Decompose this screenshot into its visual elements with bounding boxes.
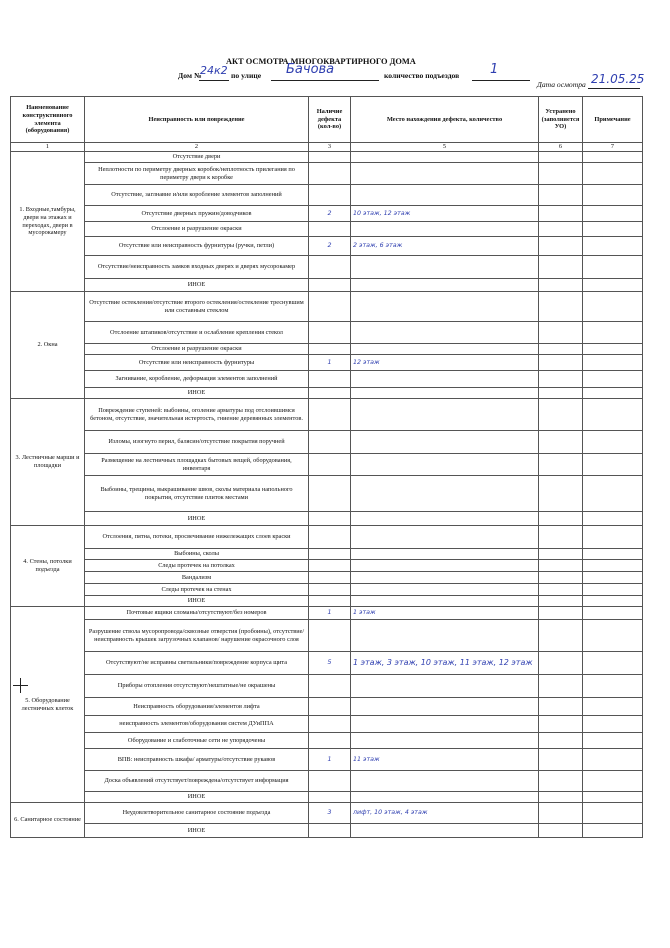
fixed-cell xyxy=(539,549,583,560)
col-number: 2 xyxy=(85,143,309,152)
table-row xyxy=(11,476,643,512)
note-cell xyxy=(583,572,643,584)
count-cell xyxy=(309,596,351,607)
table-row xyxy=(11,560,643,572)
note-cell xyxy=(583,163,643,185)
location-cell xyxy=(351,526,539,549)
house-number: 24к2 xyxy=(200,64,228,77)
count-cell xyxy=(309,675,351,698)
defect-cell: Приборы отопления отсутствуют/нештатные/не окрашены xyxy=(85,675,309,698)
fixed-cell xyxy=(539,322,583,344)
fixed-cell xyxy=(539,237,583,256)
table-row xyxy=(11,572,643,584)
date-value: 21.05.25 xyxy=(591,72,645,86)
table-row xyxy=(11,292,643,322)
defect-cell: ИНОЕ xyxy=(85,279,309,292)
table-row xyxy=(11,206,643,222)
table-row xyxy=(11,675,643,698)
count-cell xyxy=(309,152,351,163)
count-cell xyxy=(309,584,351,596)
defect-cell: Отслоение штапиков/отсутствие и ослабление крепления стекол xyxy=(85,322,309,344)
count-cell xyxy=(309,698,351,716)
table-row xyxy=(11,322,643,344)
note-cell xyxy=(583,749,643,771)
note-cell xyxy=(583,152,643,163)
note-cell xyxy=(583,344,643,355)
defect-cell: Отслоение и разрушение окраски xyxy=(85,222,309,237)
table-row xyxy=(11,733,643,749)
location-cell xyxy=(351,388,539,399)
defect-cell: Отсутствие или неисправность фурнитуры (ручки, петли) xyxy=(85,237,309,256)
table-row xyxy=(11,771,643,792)
location-cell xyxy=(351,698,539,716)
table-row xyxy=(11,620,643,652)
location-cell xyxy=(351,152,539,163)
note-cell xyxy=(583,675,643,698)
location-cell xyxy=(351,279,539,292)
location-cell xyxy=(351,512,539,526)
document-title: АКТ ОСМОТРА МНОГОКВАРТИРНОГО ДОМА xyxy=(226,57,416,66)
location-cell xyxy=(351,620,539,652)
fixed-cell xyxy=(539,584,583,596)
col-location: Место нахождения дефекта, количество xyxy=(351,97,539,143)
category-cell: 1. Входные,тамбуры, двери на этажах и переходах, двери в мусорокамеру xyxy=(11,152,85,292)
location-cell xyxy=(351,344,539,355)
note-cell xyxy=(583,716,643,733)
date-label: Дата осмотра xyxy=(537,80,586,89)
location-cell xyxy=(351,454,539,476)
fixed-cell xyxy=(539,824,583,838)
count-cell xyxy=(309,454,351,476)
fixed-cell xyxy=(539,399,583,431)
location-cell xyxy=(351,476,539,512)
table-row xyxy=(11,596,643,607)
table-row xyxy=(11,185,643,206)
fixed-cell xyxy=(539,222,583,237)
defect-cell: Размещение на лестничных площадках бытовых вещей, оборудования, инвентаря xyxy=(85,454,309,476)
defect-cell: ИНОЕ xyxy=(85,388,309,399)
defect-cell: Отсутствуют/не исправны светильники/повреждение корпуса щита xyxy=(85,652,309,675)
table-row xyxy=(11,512,643,526)
fixed-cell xyxy=(539,652,583,675)
defect-cell: Неплотности по периметру дверных коробок/неплотность прилегания по периметру двери к коробке xyxy=(85,163,309,185)
fixed-cell xyxy=(539,716,583,733)
count-cell xyxy=(309,716,351,733)
count-cell: 5 xyxy=(309,652,351,675)
count-cell xyxy=(309,222,351,237)
note-cell xyxy=(583,206,643,222)
defect-cell: Отслоение и разрушение окраски xyxy=(85,344,309,355)
count-cell xyxy=(309,771,351,792)
location-cell xyxy=(351,399,539,431)
fixed-cell xyxy=(539,152,583,163)
count-cell xyxy=(309,824,351,838)
col-number: 3 xyxy=(309,143,351,152)
defect-cell: Отсутствие, заглнавие и/или коробление элементов заполнений xyxy=(85,185,309,206)
defect-cell: Разрушение ствола мусоропровода/сквозные отверстия (пробоины), отсутствие/неисправность крышек загрузочных клапанов/ нарушение окрасочного слоя xyxy=(85,620,309,652)
defect-cell: Отсутствие двери xyxy=(85,152,309,163)
table-row xyxy=(11,222,643,237)
fixed-cell xyxy=(539,431,583,454)
location-cell xyxy=(351,596,539,607)
fixed-cell xyxy=(539,572,583,584)
fixed-cell xyxy=(539,803,583,824)
category-cell: 6. Санитарное состояние xyxy=(11,803,85,838)
fixed-cell xyxy=(539,279,583,292)
fixed-cell xyxy=(539,792,583,803)
note-cell xyxy=(583,792,643,803)
count-cell xyxy=(309,549,351,560)
count-cell: 1 xyxy=(309,749,351,771)
location-cell: 11 этаж xyxy=(351,749,539,771)
note-cell xyxy=(583,399,643,431)
category-cell: 3. Лестничные марши и площадки xyxy=(11,399,85,526)
count-cell xyxy=(309,185,351,206)
defect-cell: ВПВ: неисправность шкафа/ арматуры/отсутствие рукавов xyxy=(85,749,309,771)
defect-cell: ИНОЕ xyxy=(85,792,309,803)
note-cell xyxy=(583,371,643,388)
location-cell xyxy=(351,163,539,185)
col-number: 5 xyxy=(351,143,539,152)
house-label: Дом № xyxy=(178,71,202,80)
location-cell xyxy=(351,371,539,388)
col-note: Примечание xyxy=(583,97,643,143)
defect-cell: Следы протечек на стенах xyxy=(85,584,309,596)
table-row xyxy=(11,607,643,620)
defect-cell: Выбоины, сколы xyxy=(85,549,309,560)
location-cell xyxy=(351,292,539,322)
note-cell xyxy=(583,803,643,824)
column-number-row xyxy=(11,143,643,152)
fixed-cell xyxy=(539,620,583,652)
note-cell xyxy=(583,824,643,838)
category-cell: 5. Оборудование лестничных клеток xyxy=(11,607,85,803)
table-row xyxy=(11,698,643,716)
defect-cell: ИНОЕ xyxy=(85,512,309,526)
note-cell xyxy=(583,584,643,596)
location-cell xyxy=(351,560,539,572)
fixed-cell xyxy=(539,476,583,512)
defect-cell: Почтовые ящики сломаны/отсутствуют/без номеров xyxy=(85,607,309,620)
defect-cell: Вандализм xyxy=(85,572,309,584)
table-row xyxy=(11,824,643,838)
location-cell xyxy=(351,572,539,584)
table-row xyxy=(11,652,643,675)
location-cell: лифт, 10 этаж, 4 этаж xyxy=(351,803,539,824)
fixed-cell xyxy=(539,388,583,399)
note-cell xyxy=(583,431,643,454)
count-cell xyxy=(309,526,351,549)
count-cell xyxy=(309,371,351,388)
note-cell xyxy=(583,292,643,322)
location-cell: 2 этаж, 6 этаж xyxy=(351,237,539,256)
defect-cell: Выбоины, трещины, выкрашивание швов, сколы материала напольного покрытия, отсутствие плиток местами xyxy=(85,476,309,512)
count-cell xyxy=(309,388,351,399)
col-presence: Наличие дефекта (кол-во) xyxy=(309,97,351,143)
count-cell xyxy=(309,572,351,584)
table-row xyxy=(11,431,643,454)
fixed-cell xyxy=(539,292,583,322)
count-cell xyxy=(309,620,351,652)
defect-cell: Оборудование и слаботочные сети не упорядочены xyxy=(85,733,309,749)
table-row xyxy=(11,388,643,399)
category-cell: 4. Стены, потолки подъезда xyxy=(11,526,85,607)
location-cell xyxy=(351,733,539,749)
entrances-value: 1 xyxy=(490,62,499,77)
count-cell xyxy=(309,163,351,185)
table-row xyxy=(11,454,643,476)
count-cell: 1 xyxy=(309,355,351,371)
defect-cell: Отслоения, пятна, потеки, просвечивание нижележащих слоев краски xyxy=(85,526,309,549)
table-row xyxy=(11,749,643,771)
table-row xyxy=(11,163,643,185)
entrances-label: количество подъездов xyxy=(384,71,460,80)
location-cell xyxy=(351,771,539,792)
count-cell xyxy=(309,344,351,355)
fixed-cell xyxy=(539,371,583,388)
note-cell xyxy=(583,512,643,526)
note-cell xyxy=(583,476,643,512)
count-cell xyxy=(309,792,351,803)
col-element: Наименование конструктивного элемента (оборудования) xyxy=(11,97,85,143)
note-cell xyxy=(583,454,643,476)
note-cell xyxy=(583,185,643,206)
defect-cell: неисправность элементов/оборудования систем ДУиППА xyxy=(85,716,309,733)
registration-mark-icon xyxy=(13,678,28,693)
location-cell: 12 этаж xyxy=(351,355,539,371)
note-cell xyxy=(583,549,643,560)
location-cell xyxy=(351,824,539,838)
count-cell xyxy=(309,279,351,292)
defect-cell: Отсутствие/неисправность замков входных дверях и дверях мусорокамер xyxy=(85,256,309,279)
street-label: по улице xyxy=(231,71,262,80)
count-cell xyxy=(309,256,351,279)
defect-cell: ИНОЕ xyxy=(85,596,309,607)
location-cell xyxy=(351,584,539,596)
defect-cell: Загнивание, коробление, деформация элементов заполнений xyxy=(85,371,309,388)
col-defect: Неисправность или повреждение xyxy=(85,97,309,143)
count-cell: 3 xyxy=(309,803,351,824)
defect-cell: Повреждение ступеней: выбоины, оголение арматуры под отслоившимся бетоном, отсутствие, значительная истертость, гниение деревянных элементов. xyxy=(85,399,309,431)
defect-cell: Отсутствие дверных пружин/доводчиков xyxy=(85,206,309,222)
fixed-cell xyxy=(539,163,583,185)
note-cell xyxy=(583,596,643,607)
count-cell xyxy=(309,476,351,512)
location-cell xyxy=(351,792,539,803)
note-cell xyxy=(583,620,643,652)
note-cell xyxy=(583,771,643,792)
note-cell xyxy=(583,388,643,399)
location-cell xyxy=(351,431,539,454)
table-row xyxy=(11,792,643,803)
note-cell xyxy=(583,256,643,279)
col-fixed: Устранено (заполняется УО) xyxy=(539,97,583,143)
table-header-row xyxy=(11,97,643,143)
count-cell xyxy=(309,431,351,454)
col-number: 6 xyxy=(539,143,583,152)
location-cell xyxy=(351,716,539,733)
count-cell xyxy=(309,512,351,526)
fixed-cell xyxy=(539,675,583,698)
table-row xyxy=(11,399,643,431)
note-cell xyxy=(583,526,643,549)
note-cell xyxy=(583,279,643,292)
table-row xyxy=(11,355,643,371)
note-cell xyxy=(583,652,643,675)
location-cell: 1 этаж, 3 этаж, 10 этаж, 11 этаж, 12 этаж xyxy=(351,652,539,675)
location-cell: 1 этаж xyxy=(351,607,539,620)
location-cell xyxy=(351,675,539,698)
col-number: 7 xyxy=(583,143,643,152)
table-row xyxy=(11,803,643,824)
fixed-cell xyxy=(539,698,583,716)
fixed-cell xyxy=(539,355,583,371)
table-row xyxy=(11,584,643,596)
table-row xyxy=(11,279,643,292)
street-value: Бачова xyxy=(286,62,335,77)
fixed-cell xyxy=(539,512,583,526)
fixed-cell xyxy=(539,454,583,476)
table-row xyxy=(11,549,643,560)
col-number: 1 xyxy=(11,143,85,152)
inspection-table xyxy=(10,96,643,838)
table-row xyxy=(11,237,643,256)
defect-cell: Изломы, изогнуто перил, балясин/отсутствие покрытия поручней xyxy=(85,431,309,454)
table-row xyxy=(11,152,643,163)
fixed-cell xyxy=(539,256,583,279)
fixed-cell xyxy=(539,526,583,549)
defect-cell: Отсутствие или неисправность фурнитуры xyxy=(85,355,309,371)
fixed-cell xyxy=(539,733,583,749)
defect-cell: Неисправность оборудования/элементов лифта xyxy=(85,698,309,716)
location-cell xyxy=(351,256,539,279)
count-cell xyxy=(309,292,351,322)
count-cell: 2 xyxy=(309,206,351,222)
count-cell xyxy=(309,322,351,344)
table-row xyxy=(11,716,643,733)
count-cell xyxy=(309,733,351,749)
note-cell xyxy=(583,237,643,256)
note-cell xyxy=(583,698,643,716)
fixed-cell xyxy=(539,344,583,355)
note-cell xyxy=(583,222,643,237)
note-cell xyxy=(583,355,643,371)
table-row xyxy=(11,256,643,279)
location-cell xyxy=(351,322,539,344)
location-cell xyxy=(351,549,539,560)
location-cell xyxy=(351,222,539,237)
count-cell: 1 xyxy=(309,607,351,620)
fixed-cell xyxy=(539,185,583,206)
count-cell xyxy=(309,399,351,431)
defect-cell: ИНОЕ xyxy=(85,824,309,838)
note-cell xyxy=(583,607,643,620)
table-row xyxy=(11,371,643,388)
note-cell xyxy=(583,733,643,749)
defect-cell: Следы протечек на потолках xyxy=(85,560,309,572)
defect-cell: Доска объявлений отсутствует/повреждена/отсутствует информация xyxy=(85,771,309,792)
defect-cell: Отсутствие остекления/отсутствие второго остекления/остекление треснувшим или составным стеклом xyxy=(85,292,309,322)
location-cell xyxy=(351,185,539,206)
table-row xyxy=(11,526,643,549)
category-cell: 2. Окна xyxy=(11,292,85,399)
fixed-cell xyxy=(539,206,583,222)
defect-cell: Неудовлетворительное санитарное состояние подъезда xyxy=(85,803,309,824)
location-cell: 10 этаж, 12 этаж xyxy=(351,206,539,222)
fixed-cell xyxy=(539,607,583,620)
count-cell: 2 xyxy=(309,237,351,256)
fixed-cell xyxy=(539,771,583,792)
count-cell xyxy=(309,560,351,572)
fixed-cell xyxy=(539,749,583,771)
table-row xyxy=(11,344,643,355)
fixed-cell xyxy=(539,560,583,572)
fixed-cell xyxy=(539,596,583,607)
note-cell xyxy=(583,322,643,344)
note-cell xyxy=(583,560,643,572)
